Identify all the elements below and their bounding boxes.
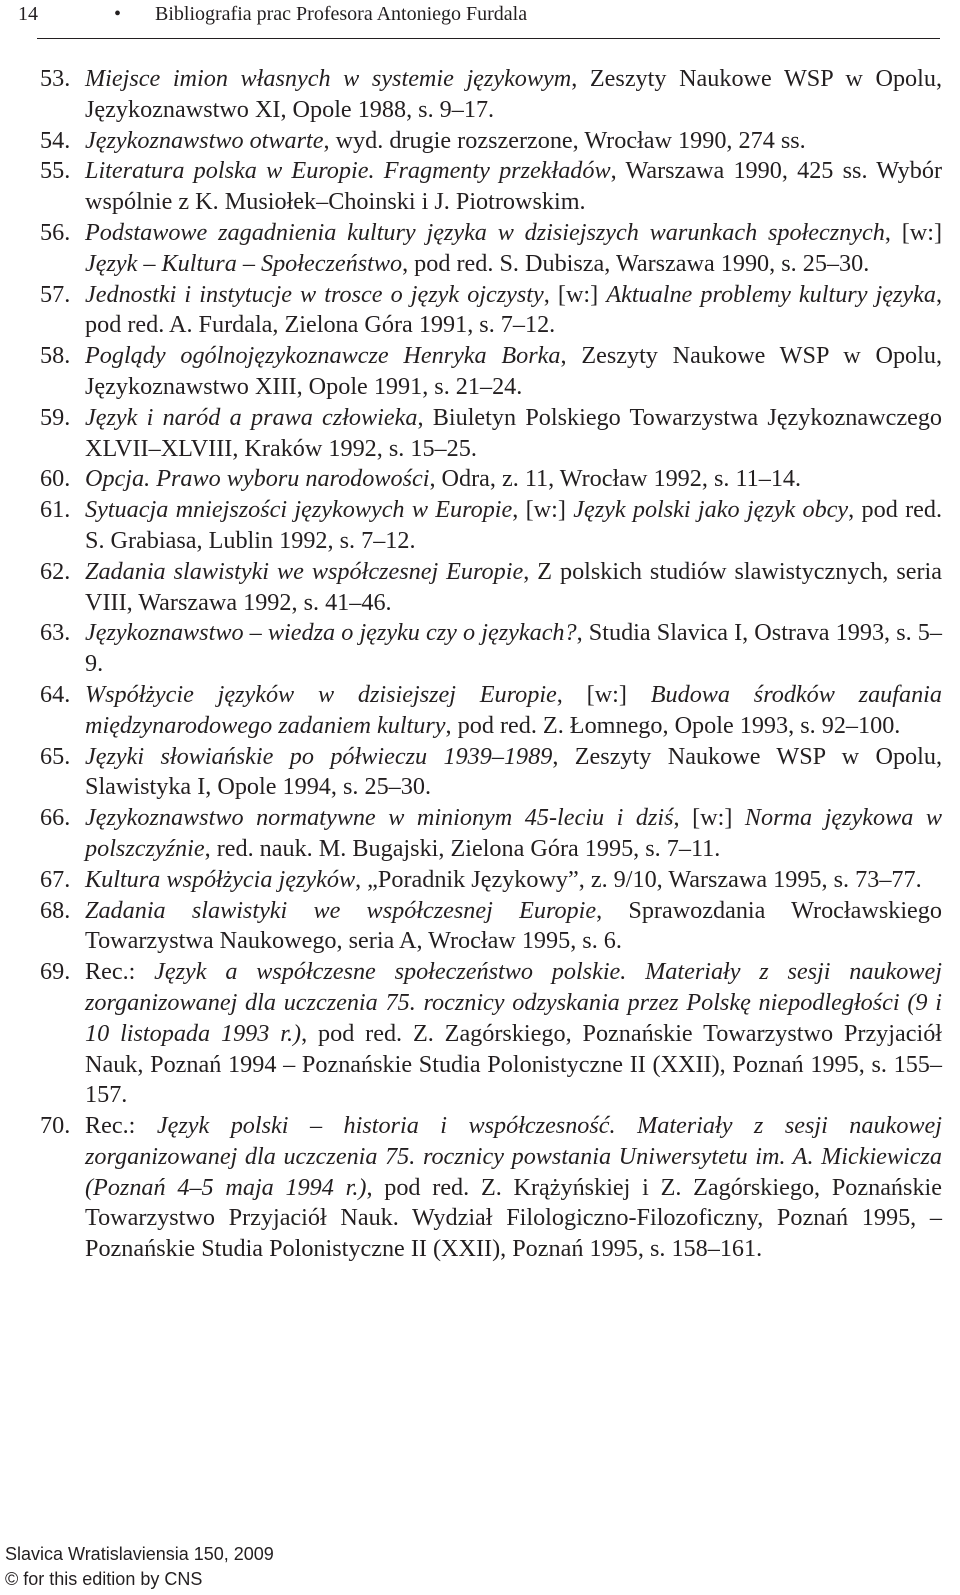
entry-title-italic: Norma językowa w polszczyźnie xyxy=(85,804,942,862)
footer-journal: Slavica Wratislaviensia 150, 2009 xyxy=(5,1544,274,1564)
entry-title-italic: Miejsce imion własnych w systemie językowym xyxy=(85,65,572,92)
bibliography-entry xyxy=(40,865,942,896)
entry-text: , pod red. Z. Krążyńskiej i Z. Zagórskiego, Poznańskie Towarzystwo Przyjaciół Nauk. Wydział Filologiczno-Filozoficzny, Poznań 1995, – Poznańskie Studia Polonistyczne II (XXII), Poznań 1995, s. 158–161. xyxy=(85,1173,942,1263)
entry-title-italic: Językoznawstwo – wiedza o języku czy o językach? xyxy=(85,619,577,647)
entry-text: , pod red. Z. Zagórskiego, Poznańskie Towarzystwo Przyjaciół Nauk, Poznań 1994 – Poznańskie Studia Polonistyczne II (XXII), Poznań 1995, s. 155–157. xyxy=(85,1019,943,1109)
entry-text: , Warszawa 1990, 425 ss. Wybór wspólnie z K. Musiołek–Choinski i J. Piotrowskim. xyxy=(85,157,943,216)
entry-text: , Zeszyty Naukowe WSP w Opolu, Językoznawstwo XI, Opole 1988, s. 9–17. xyxy=(85,65,942,123)
bibliography-entry xyxy=(40,957,942,1111)
page-number: 14 xyxy=(18,3,38,25)
bibliography-entry xyxy=(40,64,942,126)
entry-number: 59. xyxy=(40,403,71,431)
bibliography-entry xyxy=(40,341,942,403)
entry-number: 65. xyxy=(40,742,71,770)
entry-text: , Zeszyty Naukowe WSP w Opolu, Językoznawstwo XIII, Opole 1991, s. 21–24. xyxy=(85,342,942,400)
entry-text: , [w:] xyxy=(556,680,651,708)
entry-title-italic: Zadania slawistyki we współczesnej Europie xyxy=(85,896,597,924)
entry-number: 69. xyxy=(40,958,71,986)
entry-title-italic: Współżycie języków w dzisiejszej Europie xyxy=(85,680,557,708)
entry-title-italic: Aktualne problemy kultury języka xyxy=(606,280,936,308)
entry-text: , Studia Slavica I, Ostrava 1993, s. 5–9. xyxy=(85,619,942,678)
bibliography-entry xyxy=(40,126,942,157)
entry-text: , [w:] xyxy=(673,804,745,832)
entry-title-italic: Język a współczesne społeczeństwo polskie. Materiały z sesji naukowej zorganizowanej dla uczczenia 75. rocznicy odzyskania przez Polskę niepodległości (9 i 10 listopada 1993 r.) xyxy=(85,958,942,1047)
bibliography-entry xyxy=(40,680,942,742)
bibliography-entry xyxy=(40,495,942,557)
entry-text: , Zeszyty Naukowe WSP w Opolu, Slawistyka I, Opole 1994, s. 25–30. xyxy=(85,742,943,801)
footer xyxy=(5,1542,274,1592)
footer-copyright: © for this edition by CNS xyxy=(5,1569,203,1589)
entry-title-italic: Poglądy ogólnojęzykoznawcze Henryka Borka xyxy=(85,342,561,370)
entry-number: 56. xyxy=(40,218,71,246)
entry-number: 66. xyxy=(40,804,71,832)
entry-number: 70. xyxy=(40,1112,71,1140)
entry-text: Rec.: xyxy=(85,958,155,986)
entry-number: 53. xyxy=(40,65,71,92)
entry-number: 64. xyxy=(40,680,71,708)
bibliography-list xyxy=(40,64,942,1265)
entry-title-italic: Języki słowiańskie po półwieczu 1939–1989 xyxy=(85,742,553,770)
entry-title-italic: Budowa środków zaufania międzynarodowego zadaniem kultury xyxy=(85,680,942,739)
entry-text: , Biuletyn Polskiego Towarzystwa Językoznawczego XLVII–XLVIII, Kraków 1992, s. 15–25. xyxy=(85,403,943,462)
entry-text: , Odra, z. 11, Wrocław 1992, s. 11–14. xyxy=(429,465,802,493)
header-rule xyxy=(37,38,940,39)
entry-text: , pod red. S. Dubisza, Warszawa 1990, s. 25–30. xyxy=(402,249,870,277)
running-header xyxy=(18,0,940,32)
entry-text: , pod red. A. Furdala, Zielona Góra 1991, s. 7–12. xyxy=(85,280,943,339)
entry-text: , Sprawozdania Wrocławskiego Towarzystwa Naukowego, seria A, Wrocław 1995, s. 6. xyxy=(85,896,942,955)
bibliography-entry xyxy=(40,280,942,342)
entry-text: , pod red. Z. Łomnego, Opole 1993, s. 92–100. xyxy=(445,711,901,739)
entry-title-italic: Zadania slawistyki we współczesnej Europie xyxy=(85,557,524,585)
bibliography-entry xyxy=(40,557,942,619)
entry-title-italic: Język polski – historia i współczesność. Materiały z sesji naukowej zorganizowanej dla uczczenia 75. rocznicy powstania Uniwersytetu im. A. Mickiewicza (Poznań 4–5 maja 1994 r.) xyxy=(85,1112,943,1201)
entry-title-italic: Język i naród a prawa człowieka xyxy=(85,403,418,431)
entry-text: , „Poradnik Językowy”, z. 9/10, Warszawa 1995, s. 73–77. xyxy=(355,865,922,893)
entry-number: 57. xyxy=(40,280,71,308)
bibliography-entry xyxy=(40,618,942,680)
entry-text: Rec.: xyxy=(85,1112,157,1140)
entry-title-italic: Literatura polska w Europie. Fragmenty przekładów xyxy=(85,157,611,185)
bibliography-entry xyxy=(40,1111,942,1265)
entry-title-italic: Podstawowe zagadnienia kultury języka w dzisiejszych warunkach społecznych xyxy=(85,218,885,246)
bibliography-entry xyxy=(40,742,942,804)
entry-number: 54. xyxy=(40,126,71,154)
bullet-separator: • xyxy=(114,3,122,25)
bibliography-entry xyxy=(40,218,942,280)
bibliography-entry xyxy=(40,156,942,218)
entry-number: 63. xyxy=(40,619,71,647)
running-title: Bibliografia prac Profesora Antoniego Furdala xyxy=(155,3,528,25)
entry-number: 60. xyxy=(40,465,71,493)
entry-text: , red. nauk. M. Bugajski, Zielona Góra 1995, s. 7–11. xyxy=(204,834,721,862)
bibliography-entry xyxy=(40,896,942,958)
entry-title-italic: Sytuacja mniejszości językowych w Europie xyxy=(85,496,513,524)
entry-text: , Z polskich studiów slawistycznych, seria VIII, Warszawa 1992, s. 41–46. xyxy=(85,557,942,616)
bibliography-entry xyxy=(40,464,942,495)
bibliography-entry xyxy=(40,403,942,465)
entry-number: 61. xyxy=(40,496,71,524)
entry-text: , [w:] xyxy=(543,280,607,308)
entry-text: , [w:] xyxy=(884,218,942,246)
entry-text: , [w:] xyxy=(512,496,574,524)
entry-number: 55. xyxy=(40,157,71,185)
bibliography-entry xyxy=(40,803,942,865)
entry-title-italic: Językoznawstwo otwarte xyxy=(85,126,324,154)
entry-number: 67. xyxy=(40,865,71,893)
entry-title-italic: Język – Kultura – Społeczeństwo xyxy=(85,249,403,277)
entry-title-italic: Językoznawstwo normatywne w minionym 45-leciu i dziś xyxy=(85,804,674,832)
entry-title-italic: Opcja. Prawo wyboru narodowości xyxy=(85,465,430,493)
entry-number: 58. xyxy=(40,342,71,370)
entry-number: 62. xyxy=(40,557,71,585)
entry-number: 68. xyxy=(40,896,71,924)
entry-title-italic: Język polski jako język obcy xyxy=(573,496,849,524)
entry-title-italic: Kultura współżycia języków xyxy=(85,865,356,893)
entry-title-italic: Jednostki i instytucje w trosce o język ojczysty xyxy=(85,280,544,308)
entry-text: , pod red. S. Grabiasa, Lublin 1992, s. 7–12. xyxy=(85,496,943,554)
entry-text: , wyd. drugie rozszerzone, Wrocław 1990, 274 ss. xyxy=(323,126,806,154)
